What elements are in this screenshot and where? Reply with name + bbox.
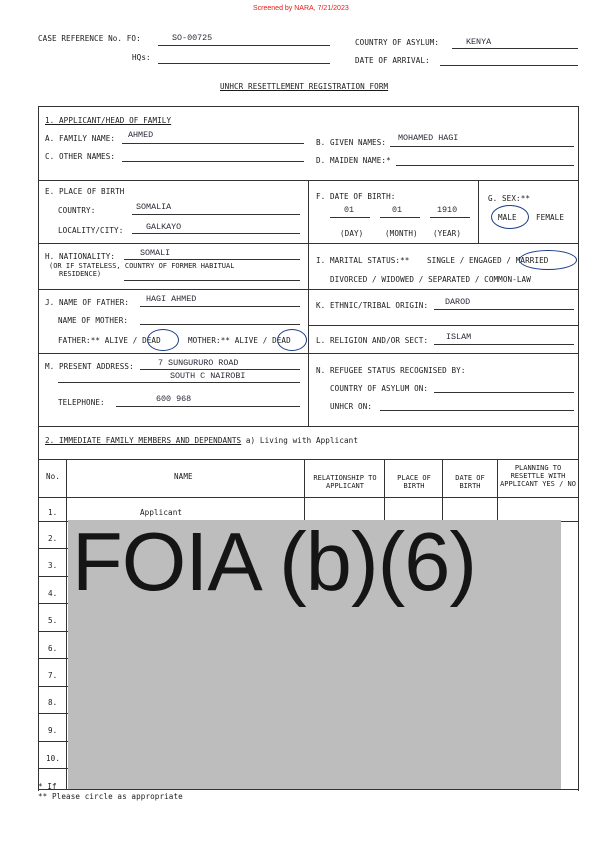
mother-name-label: NAME OF MOTHER: [58,316,129,325]
refugee-country-line [434,392,574,393]
row-number: 8. [48,698,58,707]
father-name-line [140,306,300,307]
row-divider [38,603,68,604]
row-number: 5. [48,616,58,625]
given-names-value: MOHAMED HAGI [398,133,459,143]
stateless-line [124,280,300,281]
telephone-value: 600 968 [156,394,192,404]
row-number: 6. [48,644,58,653]
given-names-line [390,146,574,147]
row-divider [38,658,68,659]
maiden-name-label: D. MAIDEN NAME:* [316,156,391,165]
section1-bottom-border [38,426,578,427]
nationality-value: SOMALI [140,248,171,258]
dob-day-line [330,217,370,218]
dob-day-value: 01 [344,205,355,215]
country-of-asylum-line [452,48,578,49]
address-line1 [140,369,300,370]
other-names-line [122,161,304,162]
table-col-no [66,459,67,789]
section1-title: 1. APPLICANT/HEAD OF FAMILY [45,116,172,125]
stateless-note-line2: RESIDENCE) [59,270,102,278]
mother-dead-circle-mark [277,329,307,351]
dob-year-line [430,217,470,218]
ethnic-origin-line [434,309,574,310]
col-header-place: PLACE OF BIRTH [397,474,431,490]
form-frame-left [38,106,39,791]
row-divider [38,548,68,549]
locality-label: LOCALITY/CITY: [58,226,124,235]
telephone-line [116,406,300,407]
locality-value: GALKAYO [146,222,182,232]
row-divider-j [38,289,578,290]
father-dead-circle-mark [147,329,179,351]
col-divider-fg [478,180,479,243]
row-divider-l [308,325,578,326]
address-line1-value: 7 SUNGURURO ROAD [158,358,239,368]
row-number: 2. [48,534,58,543]
male-circle-mark [491,205,529,229]
col-header-planning: PLANNING TO RESETTLE WITH APPLICANT YES / NO [500,464,576,488]
locality-line [132,233,300,234]
refugee-unhcr-line [380,410,574,411]
row-divider [38,576,68,577]
row-number: 1. [48,508,58,517]
refugee-unhcr-label: UNHCR ON: [330,402,373,411]
family-name-line [122,143,304,144]
day-label: (DAY) [340,229,364,238]
row-number: 4. [48,589,58,598]
row-number: 10. [46,754,61,763]
marital-options-row2[interactable]: DIVORCED / WIDOWED / SEPARATED / COMMON-LAW [330,275,531,284]
country-line [132,214,300,215]
col-header-relationship: RELATIONSHIP TO APPLICANT [313,474,377,490]
present-address-label: M. PRESENT ADDRESS: [45,362,134,371]
table-bottom-border [38,789,578,790]
telephone-label: TELEPHONE: [58,398,105,407]
year-label: (YEAR) [433,229,462,238]
col-header-date: DATE OF BIRTH [455,474,485,490]
ethnic-origin-value: DAROD [445,297,471,307]
refugee-status-label: N. REFUGEE STATUS RECOGNISED BY: [316,366,466,375]
family-name-label: A. FAMILY NAME: [45,134,116,143]
nationality-label: H. NATIONALITY: [45,252,116,261]
mother-name-line [140,324,300,325]
father-alive-dead-options[interactable]: FATHER:** ALIVE / DEAD [58,336,161,345]
place-of-birth-label: E. PLACE OF BIRTH [45,187,125,196]
foia-redaction-label: FOIA (b)(6) [72,515,477,608]
sex-female-option[interactable]: FEMALE [536,213,565,222]
father-name-label: J. NAME OF FATHER: [45,298,130,307]
country-label: COUNTRY: [58,206,96,215]
row-divider [38,686,68,687]
other-names-label: C. OTHER NAMES: [45,152,116,161]
form-title: UNHCR RESETTLEMENT REGISTRATION FORM [220,82,389,91]
sex-label: G. SEX:** [488,194,531,203]
refugee-country-label: COUNTRY OF ASYLUM ON: [330,384,429,393]
row-divider-m [38,353,578,354]
row-divider [38,631,68,632]
stateless-note-line1: (OR IF STATELESS, COUNTRY OF FORMER HABITUAL [49,262,235,270]
row-divider-h [38,243,578,244]
footnote-1: * If [38,782,57,791]
date-of-arrival-label: DATE OF ARRIVAL: [355,56,430,65]
row-number: 7. [48,671,58,680]
section1-top-border [38,106,578,107]
religion-label: L. RELIGION AND/OR SECT: [316,336,429,345]
marital-options-row1[interactable]: SINGLE / ENGAGED / MARRIED [427,256,549,265]
hqs-label: HQs: [132,53,151,62]
date-of-arrival-line [440,65,578,66]
mother-alive-dead-options[interactable]: MOTHER:** ALIVE / DEAD [188,336,291,345]
country-of-asylum-label: COUNTRY OF ASYLUM: [355,38,440,47]
dob-month-value: 01 [392,205,403,215]
married-circle-mark [519,250,577,270]
section2-title [45,436,358,445]
religion-line [434,344,574,345]
given-names-label: B. GIVEN NAMES: [316,138,387,147]
row1-name: Applicant [140,508,183,517]
col-header-no: No. [46,472,61,481]
date-of-birth-label: F. DATE OF BIRTH: [316,192,396,201]
section2-title-text: 2. IMMEDIATE FAMILY MEMBERS AND DEPENDANTS [45,436,242,445]
footnote-2: ** Please circle as appropriate [38,792,183,801]
case-reference-label: CASE REFERENCE No. FO: [38,34,141,43]
row-divider [38,768,68,769]
family-name-value: AHMED [128,130,154,140]
address-line2 [58,382,300,383]
case-reference-value: SO-00725 [172,33,213,43]
religion-value: ISLAM [446,332,472,342]
row-number: 9. [48,726,58,735]
foia-redaction-box [68,515,561,789]
dob-month-line [380,217,420,218]
marital-status-label: I. MARITAL STATUS:** [316,256,410,265]
case-reference-line [158,45,330,46]
address-line2-value: SOUTH C NAIROBI [170,371,246,381]
father-name-value: HAGI AHMED [146,294,197,304]
dob-year-value: 1910 [437,205,458,215]
row-divider [38,741,68,742]
country-of-asylum-value: KENYA [466,37,492,47]
maiden-name-line [396,165,574,166]
country-value: SOMALIA [136,202,172,212]
month-label: (MONTH) [385,229,418,238]
hqs-line [158,63,330,64]
form-frame-right [578,106,579,791]
row-divider [38,713,68,714]
nationality-line [124,259,300,260]
col-divider-ef [308,180,309,426]
col-header-name: NAME [174,472,193,481]
sex-male-option[interactable]: MALE [498,213,517,222]
row-number: 3. [48,561,58,570]
nara-screening-stamp: Screened by NARA, 7/21/2023 [253,5,349,12]
ethnic-origin-label: K. ETHNIC/TRIBAL ORIGIN: [316,301,429,310]
section2-subtitle: a) Living with Applicant [245,436,359,445]
